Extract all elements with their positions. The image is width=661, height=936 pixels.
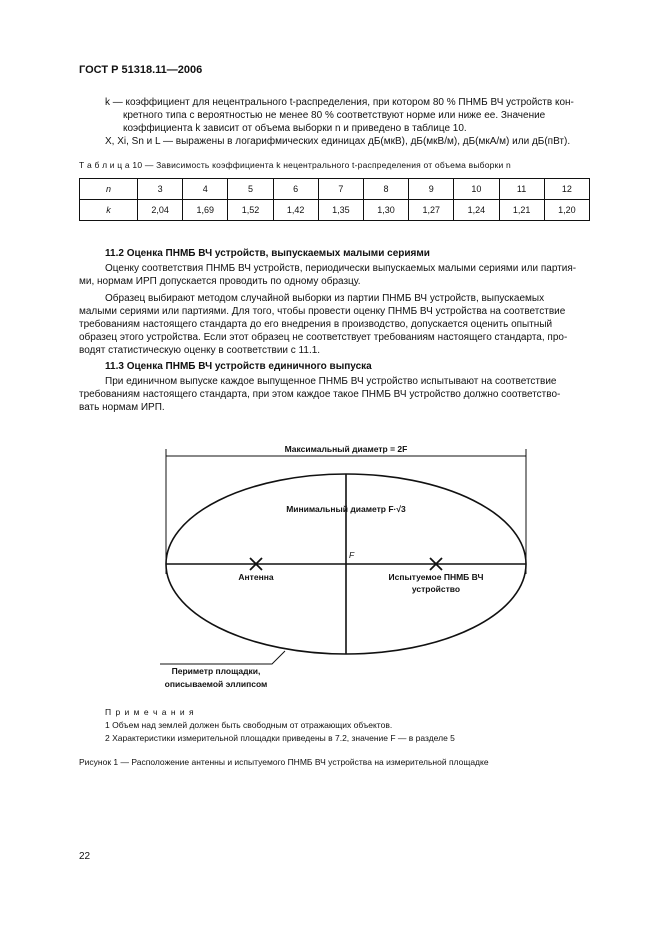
table-cell: 11 [499,179,544,200]
table-cell: 2,04 [138,200,183,221]
section-11-2-p2-l2: малыми сериями или партиями. Для того, чтобы провести оценку ПНМБ ВЧ устройства на соответствие [79,306,566,317]
table-cell: 6 [273,179,318,200]
table-cell: 1,20 [544,200,589,221]
definition-x-line: X, Xi, Sn и L — выражены в логарифмических единицах дБ(мкВ), дБ(мкВ/м), дБ(мкА/м) или дБ(пВт). [105,136,571,147]
table-cell: 5 [228,179,273,200]
table-cell: 1,30 [363,200,408,221]
section-11-2-heading: 11.2 Оценка ПНМБ ВЧ устройств, выпускаемых малыми сериями [105,248,430,259]
min-diameter-label: Минимальный диаметр F·√3 [286,504,406,514]
antenna-label: Антенна [238,572,274,582]
table-cell: 10 [454,179,499,200]
section-11-2-p1-l2: ми, нормам ИРП допускается проводить по одному образцу. [79,276,361,287]
row-label-n: n [80,179,138,200]
perimeter-leader [160,651,285,664]
table-cell: 1,52 [228,200,273,221]
section-11-2-p2-l1: Образец выбирают методом случайной выборки из партии ПНМБ ВЧ устройств, выпускаемых [105,293,545,304]
figure-caption: Рисунок 1 — Расположение антенны и испытуемого ПНМБ ВЧ устройства на измерительной площадке [79,757,489,767]
section-11-3-p1-l3: вать нормам ИРП. [79,402,165,413]
row-label-k: k [80,200,138,221]
device-label-line2: устройство [411,584,461,594]
table-caption: Т а б л и ц а 10 — Зависимость коэффициента k нецентрального t-распределения от объема выборки n [79,160,511,170]
page-number: 22 [79,851,91,862]
section-11-2-p2-l5: водят статистическую оценку в соответствии с 11.1. [79,345,321,356]
table-cell: 3 [138,179,183,200]
standard-header: ГОСТ Р 51318.11—2006 [79,64,203,76]
definition-k-line3: коэффициента k зависит от объема выборки n и приведено в таблице 10. [123,123,467,134]
table-cell: 7 [318,179,363,200]
perimeter-label-line1: Периметр площадки, [171,666,261,676]
table-cell: 1,21 [499,200,544,221]
section-11-3-p1-l1: При единичном выпуске каждое выпущенное ПНМБ ВЧ устройство испытывают на соответствие [105,376,557,387]
section-11-3-heading: 11.3 Оценка ПНМБ ВЧ устройств единичного выпуска [105,361,372,372]
device-label-line1: Испытуемое ПНМБ ВЧ [388,572,484,582]
table-cell: 1,42 [273,200,318,221]
table-cell: 9 [409,179,454,200]
notes-title: П р и м е ч а н и я [105,707,195,717]
max-diameter-label: Максимальный диаметр = 2F [284,444,408,454]
table-cell: 1,69 [183,200,228,221]
definition-k-line1: k — коэффициент для нецентрального t-распределения, при котором 80 % ПНМБ ВЧ устройств кон- [105,97,574,108]
table-cell: 1,35 [318,200,363,221]
section-11-3-p1-l2: требованиям настоящего стандарта, при этом каждое такое ПНМБ ВЧ устройство должно соответство- [79,389,561,400]
table-cell: 1,24 [454,200,499,221]
table-cell: 8 [363,179,408,200]
section-11-2-p2-l4: образец этого устройства. Если этот образец не соответствует требованиям настоящего стандарта, про- [79,332,568,343]
definition-k-line2: кретного типа с вероятностью не менее 80 % соответствуют норме или ниже ее. Значение [123,110,546,121]
note-1: 1 Объем над землей должен быть свободным от отражающих объектов. [105,720,393,730]
table-cell: 1,27 [409,200,454,221]
focus-label: F [349,550,355,560]
section-11-2-p1-l1: Оценку соответствия ПНМБ ВЧ устройств, периодически выпускаемых малыми сериями или партия- [105,263,577,274]
table-cell: 4 [183,179,228,200]
section-11-2-p2-l3: требованиям настоящего стандарта до его внедрения в производство, допускается оценить опытный [79,319,553,330]
table-cell: 12 [544,179,589,200]
perimeter-label-line2: описываемой эллипсом [164,679,268,689]
note-2: 2 Характеристики измерительной площадки приведены в 7.2, значение F — в разделе 5 [105,733,455,743]
